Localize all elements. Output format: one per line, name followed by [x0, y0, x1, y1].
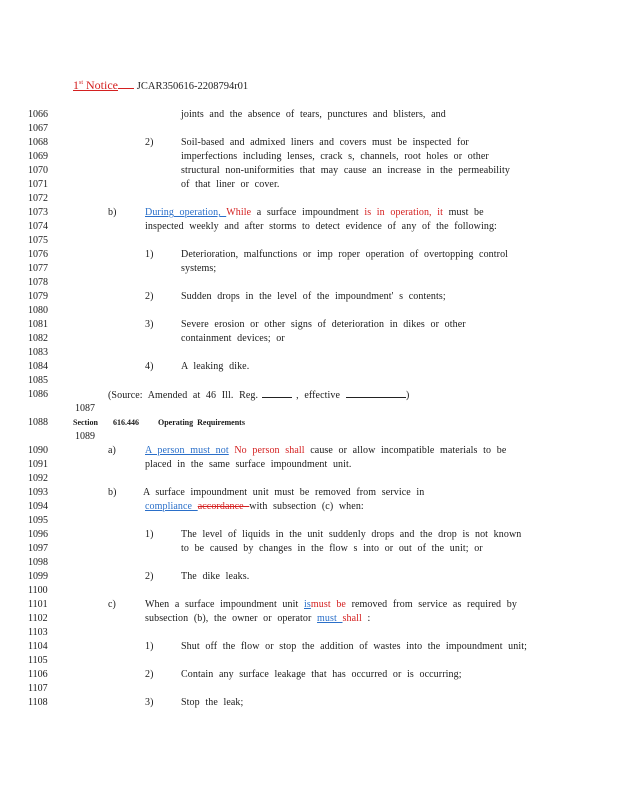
- list-marker: 3): [145, 697, 154, 708]
- line-number: 1080: [28, 305, 48, 316]
- line-number: 1104: [28, 641, 48, 652]
- line-number: 1078: [28, 277, 48, 288]
- document-line: [0, 654, 618, 668]
- line-number: 1089: [75, 431, 95, 442]
- document-line: [0, 430, 618, 444]
- deleted-text: is in operation, it: [364, 207, 443, 218]
- line-number: 1106: [28, 669, 48, 680]
- inserted-text: A person must not: [145, 445, 229, 456]
- text-run: subsection (b), the owner or operator: [145, 613, 318, 624]
- document-line: [0, 206, 618, 220]
- deleted-text: While: [226, 207, 252, 218]
- document-line: [0, 402, 618, 416]
- line-number: 1075: [28, 235, 48, 246]
- document-line: [0, 500, 618, 514]
- line-number: 1097: [28, 543, 48, 554]
- line-number: 1079: [28, 291, 48, 302]
- line-number: 1092: [28, 473, 48, 484]
- line-text: [145, 598, 517, 612]
- document-line: [0, 290, 618, 304]
- source-note: (Source: Amended at 46 Ill. Reg. , effective ): [108, 390, 410, 401]
- line-text: The level of liquids in the unit suddenly drops and the drop is not known: [181, 529, 522, 540]
- list-marker: 1): [145, 529, 154, 540]
- document-line: [0, 192, 618, 206]
- document-line: [0, 556, 618, 570]
- line-number: 1067: [28, 123, 48, 134]
- text-run: :: [361, 613, 371, 624]
- line-number: 1099: [28, 571, 48, 582]
- document-line: [0, 444, 618, 458]
- text-run: removed from service as required by: [345, 599, 517, 610]
- document-line: [0, 388, 618, 402]
- document-line: [0, 472, 618, 486]
- line-number: 1098: [28, 557, 48, 568]
- line-text: containment devices; or: [181, 333, 285, 344]
- list-marker: 4): [145, 361, 154, 372]
- line-number: 1096: [28, 529, 48, 540]
- list-marker: 2): [145, 571, 154, 582]
- document-line: [0, 150, 618, 164]
- line-text: A surface impoundment unit must be removed from service in: [143, 487, 425, 498]
- line-number: 1070: [28, 165, 48, 176]
- line-number: 1105: [28, 655, 48, 666]
- line-number: 1103: [28, 627, 48, 638]
- document-line: [0, 304, 618, 318]
- list-marker: c): [108, 599, 116, 610]
- section-heading: Section: [73, 418, 98, 427]
- document-line: [0, 612, 618, 626]
- line-number: 1081: [28, 319, 48, 330]
- inserted-text: compliance: [145, 501, 198, 512]
- document-line: [0, 640, 618, 654]
- line-number: 1108: [28, 697, 48, 708]
- inserted-text: During operation,: [145, 207, 227, 218]
- line-number: 1085: [28, 375, 48, 386]
- line-number: 1084: [28, 361, 48, 372]
- document-line: [0, 584, 618, 598]
- inserted-text: is: [304, 599, 311, 610]
- document-line: [0, 220, 618, 234]
- line-number: 1073: [28, 207, 48, 218]
- list-marker: a): [108, 445, 116, 456]
- line-number: 1090: [28, 445, 48, 456]
- document-line: [0, 458, 618, 472]
- line-number: 1066: [28, 109, 48, 120]
- document-line: [0, 178, 618, 192]
- line-number: 1102: [28, 613, 48, 624]
- line-text: of that liner or cover.: [181, 179, 280, 190]
- document-line: [0, 332, 618, 346]
- line-text: systems;: [181, 263, 217, 274]
- line-number: 1101: [28, 599, 48, 610]
- document-line: [0, 276, 618, 290]
- document-line: [0, 346, 618, 360]
- list-marker: b): [108, 207, 117, 218]
- line-text: joints and the absence of tears, punctures and blisters, and: [181, 109, 446, 120]
- line-number: 1088: [28, 417, 48, 428]
- document-id: JCAR350616-2208794r01: [136, 81, 249, 92]
- document-line: [0, 374, 618, 388]
- document-line: [0, 682, 618, 696]
- list-marker: 1): [145, 641, 154, 652]
- line-text: The dike leaks.: [181, 571, 250, 582]
- inserted-text: must: [317, 613, 343, 624]
- line-number: 1091: [28, 459, 48, 470]
- line-number: 1068: [28, 137, 48, 148]
- line-number: 1094: [28, 501, 48, 512]
- section-heading: Operating Requirements: [158, 418, 245, 427]
- line-text: placed in the same surface impoundment unit.: [145, 459, 352, 470]
- document-line: [0, 626, 618, 640]
- deleted-text: No person shall: [228, 445, 305, 456]
- line-text: Shut off the flow or stop the addition of wastes into the impoundment unit;: [181, 641, 528, 652]
- line-text: structural non-uniformities that may cause an increase in the permeability: [181, 165, 511, 176]
- line-number: 1083: [28, 347, 48, 358]
- list-marker: b): [108, 487, 117, 498]
- document-line: [0, 122, 618, 136]
- line-number: 1074: [28, 221, 48, 232]
- line-text: Contain any surface leakage that has occurred or is occurring;: [181, 669, 462, 680]
- text-run: cause or allow incompatible materials to be: [304, 445, 507, 456]
- deleted-text: must be: [310, 599, 346, 610]
- line-number: 1072: [28, 193, 48, 204]
- line-text: inspected weekly and after storms to detect evidence of any of the following:: [145, 221, 497, 232]
- document-line: [0, 570, 618, 584]
- document-line: [0, 668, 618, 682]
- line-number: 1069: [28, 151, 48, 162]
- document-line: [0, 542, 618, 556]
- section-heading: 616.446: [113, 418, 139, 427]
- line-text: [145, 444, 506, 458]
- document-line: [0, 136, 618, 150]
- document-line: [0, 514, 618, 528]
- line-text: Deterioration, malfunctions or imp roper operation of overtopping control: [181, 249, 509, 260]
- line-number: 1093: [28, 487, 48, 498]
- list-marker: 2): [145, 669, 154, 680]
- line-text: Stop the leak;: [181, 697, 244, 708]
- deleted-text: accordance: [197, 501, 250, 512]
- line-number: 1095: [28, 515, 48, 526]
- document-line: [0, 360, 618, 374]
- line-text: A leaking dike.: [181, 361, 250, 372]
- page-header: [73, 78, 248, 93]
- line-text: Severe erosion or other signs of deterioration in dikes or other: [181, 319, 466, 330]
- line-text: imperfections including lenses, crack s, channels, root holes or other: [181, 151, 489, 162]
- line-text: [145, 206, 484, 220]
- line-number: 1076: [28, 249, 48, 260]
- text-run: a surface impoundment: [251, 207, 365, 218]
- line-number: 1071: [28, 179, 48, 190]
- document-line: [0, 164, 618, 178]
- document-line: [0, 108, 618, 122]
- text-run: must be: [443, 207, 484, 218]
- list-marker: 2): [145, 137, 154, 148]
- text-run: When a surface impoundment unit: [145, 599, 304, 610]
- list-marker: 3): [145, 319, 154, 330]
- line-number: 1087: [75, 403, 95, 414]
- line-text: to be caused by changes in the flow s into or out of the unit; or: [181, 543, 483, 554]
- document-line: [0, 598, 618, 612]
- line-number: 1100: [28, 585, 48, 596]
- list-marker: 2): [145, 291, 154, 302]
- document-line: [0, 248, 618, 262]
- list-marker: 1): [145, 249, 154, 260]
- text-run: with subsection (c) when:: [249, 501, 364, 512]
- line-text: [145, 500, 364, 514]
- line-number: 1086: [28, 389, 48, 400]
- document-line: [0, 696, 618, 710]
- document-line: [0, 262, 618, 276]
- line-text: Soil-based and admixed liners and covers must be inspected for: [181, 137, 469, 148]
- document-line: [0, 318, 618, 332]
- document-line: [0, 234, 618, 248]
- document-line: [0, 528, 618, 542]
- line-text: [145, 612, 370, 626]
- deleted-text: shall: [342, 613, 362, 624]
- line-number: 1107: [28, 683, 48, 694]
- document-line: [0, 486, 618, 500]
- document-line: [0, 416, 618, 430]
- notice-label: 1st Notice: [73, 78, 119, 92]
- line-number: 1077: [28, 263, 48, 274]
- line-text: Sudden drops in the level of the impoundment' s contents;: [181, 291, 446, 302]
- line-number: 1082: [28, 333, 48, 344]
